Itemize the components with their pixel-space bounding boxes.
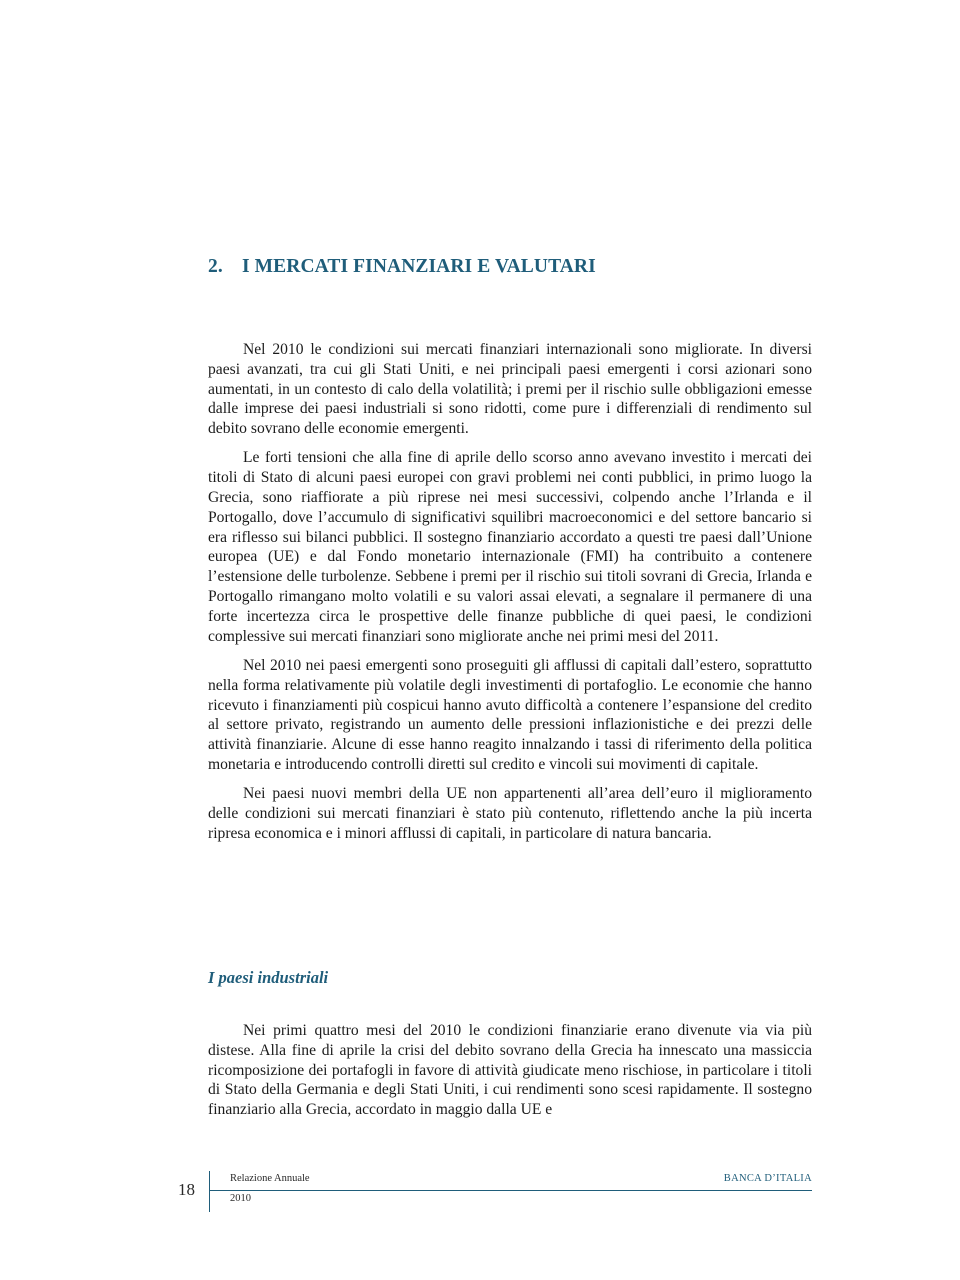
intro-paragraph: Nel 2010 le condizioni sui mercati finanziari internazionali sono migliorate. In diversi paesi avanzati, tra cui gli Stati Uniti, e nei principali paesi emergenti i corsi azionari sono aumentati, in un contesto di calo della volatilità; i premi per il rischio sulle obbligazioni emesse dalle imprese dei paesi industriali si sono ridotti, come pure i differenziali di rendimento sul debito sovrano delle economie emergenti. (208, 341, 812, 438)
footer-horizontal-rule (209, 1190, 812, 1191)
footer-vertical-rule (209, 1171, 210, 1212)
section-text (208, 1021, 812, 1129)
section-heading: I paesi industriali (208, 968, 329, 987)
section-paragraph: Nei primi quattro mesi del 2010 le condizioni finanziarie erano divenute via via più distese. Alla fine di aprile la crisi del debito sovrano della Grecia ha innescato una massiccia ricomposizione dei portafogli in favore di attività giudicate meno rischiose, in particolare i titoli di Stato della Germania e degli Stati Uniti, i cui rendimenti sono scesi rapidamente. Il sostegno finanziario alla Grecia, accordato in maggio dalla UE e (208, 1022, 812, 1119)
chapter-number: 2. (208, 256, 223, 277)
chapter-title (208, 256, 596, 278)
footer-year: 2010 (230, 1193, 251, 1204)
chapter-title-text: I MERCATI FINANZIARI E VALUTARI (242, 256, 596, 277)
intro-text (208, 340, 812, 853)
footer-organization: BANCA D’ITALIA (723, 1173, 812, 1184)
footer-publication: Relazione Annuale (230, 1173, 310, 1184)
page-number: 18 (178, 1180, 195, 1199)
intro-paragraph: Le forti tensioni che alla fine di aprile dello scorso anno avevano investito i mercati dei titoli di Stato di alcuni paesi europei con gravi problemi nei conti pubblici, in primo luogo la Grecia, sono riaffiorate a più riprese nei mesi successivi, colpendo anche l’Irlanda e il Portogallo, dove l’accumulo di significativi squilibri macroeconomici e del settore bancario si era riflesso sui bilanci pubblici. Il sostegno finanziario accordato a questi tre paesi dall’Unione europea (UE) e dal Fondo monetario internazionale (FMI) ha contribuito a contenere l’estensione delle turbolenze. Sebbene i premi per il rischio sui titoli sovrani di Grecia, Irlanda e Portogallo rimangano molto volatili e su valori assai elevati, a segnalare il permanere di una forte incertezza circa le prospettive delle finanze pubbliche di quei paesi, le condizioni complessive sui mercati finanziari sono migliorate anche nei primi mesi del 2011. (208, 449, 812, 645)
intro-paragraph: Nel 2010 nei paesi emergenti sono proseguiti gli afflussi di capitali dall’estero, soprattutto nella forma relativamente più volatile degli investimenti di portafoglio. Le economie che hanno ricevuto i finanziamenti più cospicui hanno avuto difficoltà a contenere l’espansione del credito al settore privato, registrando un aumento delle pressioni inflazionistiche e dei prezzi delle attività finanziarie. Alcune di esse hanno reagito innalzando i tassi di riferimento della politica monetaria e introducendo controlli diretti sul credito e vincoli sui movimenti di capitale. (208, 656, 812, 773)
intro-paragraph: Nei paesi nuovi membri della UE non appartenenti all’area dell’euro il miglioramento delle condizioni sui mercati finanziari è stato più contenuto, riflettendo anche la più incerta ripresa economica e i minori afflussi di capitali, in particolare di natura bancaria. (208, 785, 812, 842)
